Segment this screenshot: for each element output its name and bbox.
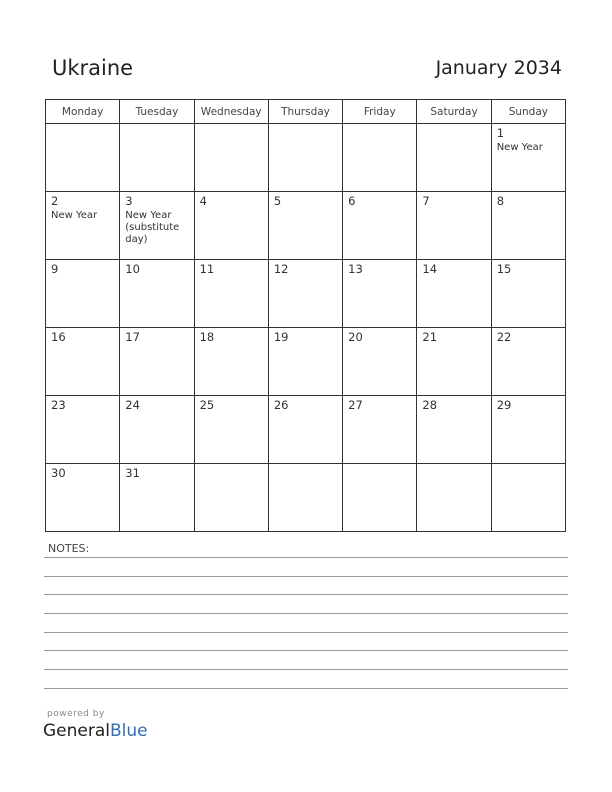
day-cell[interactable] (343, 192, 417, 260)
day-cell[interactable] (120, 124, 194, 192)
day-cell[interactable] (417, 124, 491, 192)
day-number: 15 (496, 262, 512, 276)
day-cell[interactable] (417, 260, 491, 328)
day-number: 21 (422, 330, 438, 344)
day-cell[interactable] (194, 464, 268, 532)
day-cell[interactable] (120, 192, 194, 260)
day-cell[interactable] (343, 124, 417, 192)
day-number: 10 (125, 262, 140, 276)
day-number: 27 (348, 398, 363, 412)
day-number: 2 (51, 194, 59, 208)
day-number: 3 (125, 194, 133, 208)
day-cell[interactable] (268, 328, 342, 396)
day-cell[interactable] (417, 464, 491, 532)
weekday-sunday: Sunday (491, 100, 565, 124)
day-number: 7 (422, 194, 430, 208)
day-cell[interactable] (343, 328, 417, 396)
note-line (44, 650, 568, 651)
powered-by-text: powered by (47, 709, 105, 719)
day-cell[interactable] (46, 192, 120, 260)
day-cell[interactable] (343, 464, 417, 532)
week-row (46, 328, 566, 396)
day-cell[interactable] (491, 124, 565, 192)
day-cell[interactable] (46, 464, 120, 532)
day-number: 4 (199, 194, 207, 208)
holiday-label: New Year (51, 210, 98, 221)
day-number: 8 (496, 194, 505, 208)
day-cell[interactable] (417, 328, 491, 396)
day-cell[interactable] (46, 396, 120, 464)
note-line (44, 669, 568, 670)
calendar-grid (45, 99, 566, 532)
day-cell[interactable] (491, 192, 565, 260)
note-line (44, 613, 568, 614)
week-row (46, 124, 566, 192)
weekday-monday: Monday (46, 100, 120, 124)
day-number: 9 (51, 262, 59, 276)
note-line (44, 557, 568, 558)
day-cell[interactable] (491, 464, 565, 532)
day-number: 14 (422, 262, 438, 276)
holiday-label: New Year (substitute day) (125, 210, 180, 245)
day-cell[interactable] (120, 464, 194, 532)
day-number: 20 (348, 330, 363, 344)
day-number: 19 (273, 330, 289, 344)
day-number: 28 (422, 398, 438, 412)
day-number: 30 (51, 466, 66, 480)
day-cell[interactable] (268, 192, 342, 260)
day-cell[interactable] (46, 124, 120, 192)
note-line (44, 688, 568, 689)
day-number: 11 (199, 262, 215, 276)
day-number: 16 (51, 330, 66, 344)
day-cell[interactable] (194, 192, 268, 260)
notes-label: NOTES: (48, 542, 90, 555)
day-number: 13 (348, 262, 363, 276)
week-row (46, 464, 566, 532)
day-number: 26 (273, 398, 289, 412)
day-cell[interactable] (120, 328, 194, 396)
day-number: 22 (496, 330, 512, 344)
day-cell[interactable] (491, 396, 565, 464)
weekday-friday: Friday (343, 100, 417, 124)
day-number: 6 (348, 194, 356, 208)
weekday-wednesday: Wednesday (194, 100, 268, 124)
day-cell[interactable] (120, 260, 194, 328)
day-cell[interactable] (194, 328, 268, 396)
day-cell[interactable] (417, 396, 491, 464)
day-number: 31 (125, 466, 140, 480)
day-number: 17 (125, 330, 140, 344)
day-cell[interactable] (343, 396, 417, 464)
day-cell[interactable] (194, 124, 268, 192)
day-cell[interactable] (46, 260, 120, 328)
holiday-label: New Year (496, 142, 543, 153)
day-cell[interactable] (120, 396, 194, 464)
day-number: 18 (199, 330, 215, 344)
day-cell[interactable] (268, 260, 342, 328)
week-row (46, 396, 566, 464)
day-cell[interactable] (194, 396, 268, 464)
week-row (46, 260, 566, 328)
day-number: 24 (125, 398, 140, 412)
day-number: 1 (496, 126, 505, 140)
weekday-tuesday: Tuesday (120, 100, 194, 124)
day-cell[interactable] (268, 464, 342, 532)
day-number: 12 (273, 262, 289, 276)
note-line (44, 576, 568, 577)
weekday-saturday: Saturday (417, 100, 491, 124)
day-cell[interactable] (491, 328, 565, 396)
day-number: 29 (496, 398, 512, 412)
day-cell[interactable] (417, 192, 491, 260)
day-number: 25 (199, 398, 215, 412)
day-cell[interactable] (268, 396, 342, 464)
note-line (44, 632, 568, 633)
day-cell[interactable] (268, 124, 342, 192)
day-number: 23 (51, 398, 66, 412)
country-title: Ukraine (52, 56, 134, 80)
note-line (44, 594, 568, 595)
day-cell[interactable] (194, 260, 268, 328)
month-year-title: January 2034 (435, 57, 562, 79)
day-number: 5 (273, 194, 282, 208)
day-cell[interactable] (343, 260, 417, 328)
brand-blue: Blue (110, 721, 148, 741)
weekday-header-row (46, 100, 566, 124)
generalblue-logo[interactable] (43, 721, 148, 741)
week-row (46, 192, 566, 260)
day-cell[interactable] (491, 260, 565, 328)
brand-general: General (43, 721, 110, 741)
day-cell[interactable] (46, 328, 120, 396)
weekday-thursday: Thursday (268, 100, 342, 124)
